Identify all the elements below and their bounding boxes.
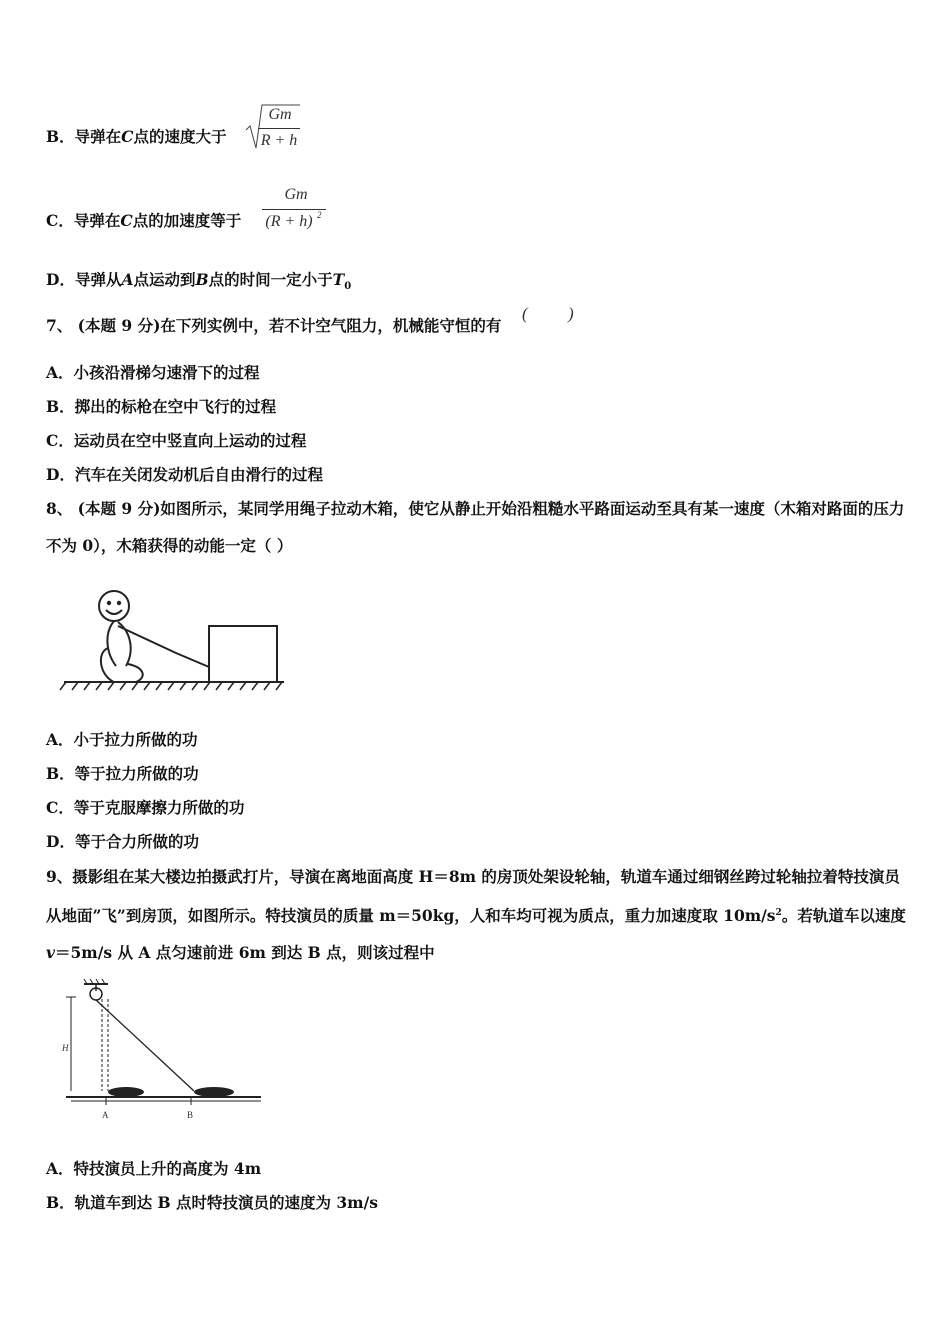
q7-option-a: A．小孩沿滑梯匀速滑下的过程 [46,363,260,382]
q8-option-c: C．等于克服摩擦力所做的功 [46,798,245,817]
q6c-exponent: 2 [317,210,322,220]
q6-option-b: B．导弹在C点的速度大于 [46,127,227,146]
q6c-denominator: (R + h) [265,213,313,230]
q6c-numerator: Gm [284,186,308,203]
q7-option-b: B．掷出的标枪在空中飞行的过程 [46,397,277,416]
q6b-numerator: Gm [268,106,292,123]
q7-option-d: D．汽车在关闭发动机后自由滑行的过程 [46,465,323,484]
pulley-cart-figure [56,975,276,1125]
point-b-label: B [187,1110,194,1120]
height-label: H [62,1043,69,1053]
q7-paren-open: ( [522,304,528,323]
q8-option-b: B．等于拉力所做的功 [46,764,199,783]
q9-option-a: A．特技演员上升的高度为 4m [46,1159,262,1178]
boy-pulling-box-figure [56,578,296,708]
q8-option-d: D．等于合力所做的功 [46,832,199,851]
q6b-fraction-bar [258,128,300,129]
q7-option-c: C．运动员在空中竖直向上运动的过程 [46,431,307,450]
point-a-label: A [102,1110,109,1120]
q7-stem: 7、 (本题 9 分)在下列实例中，若不计空气阻力，机械能守恒的有 [46,316,502,335]
q6-option-d: D．导弹从A点运动到B点的时间一定小于$T_0$ [46,270,352,293]
q8-stem: 8、 (本题 9 分)如图所示，某同学用绳子拉动木箱，使它从静止开始沿粗糙水平路面运动至具有某一速度（木箱对路面的压力不为 0），木箱获得的动能一定（ ） [46,499,905,555]
q9-option-b: B．轨道车到达 B 点时特技演员的速度为 3m/s [46,1193,378,1212]
q7-paren-close: ) [568,304,574,323]
q8-option-a: A．小于拉力所做的功 [46,730,198,749]
q6b-denominator: R + h [260,132,298,149]
q6-option-c: C．导弹在C点的加速度等于 [46,211,242,230]
q9-stem: 9、摄影组在某大楼边拍摄武打片，导演在离地面高度 H＝8m 的房顶处架设轮轴，轨道车通过细钢丝跨过轮轴拉着特技演员从地面”飞”到房顶，如图所示。特技演员的质量 m＝50kg，人和车均可视为质点，重力加速度取 $10m/s^2$。若轨道车以速度 v＝5m/s 从 A 点匀速前进 6m 到达 B 点，则该过程中 [46,867,906,963]
